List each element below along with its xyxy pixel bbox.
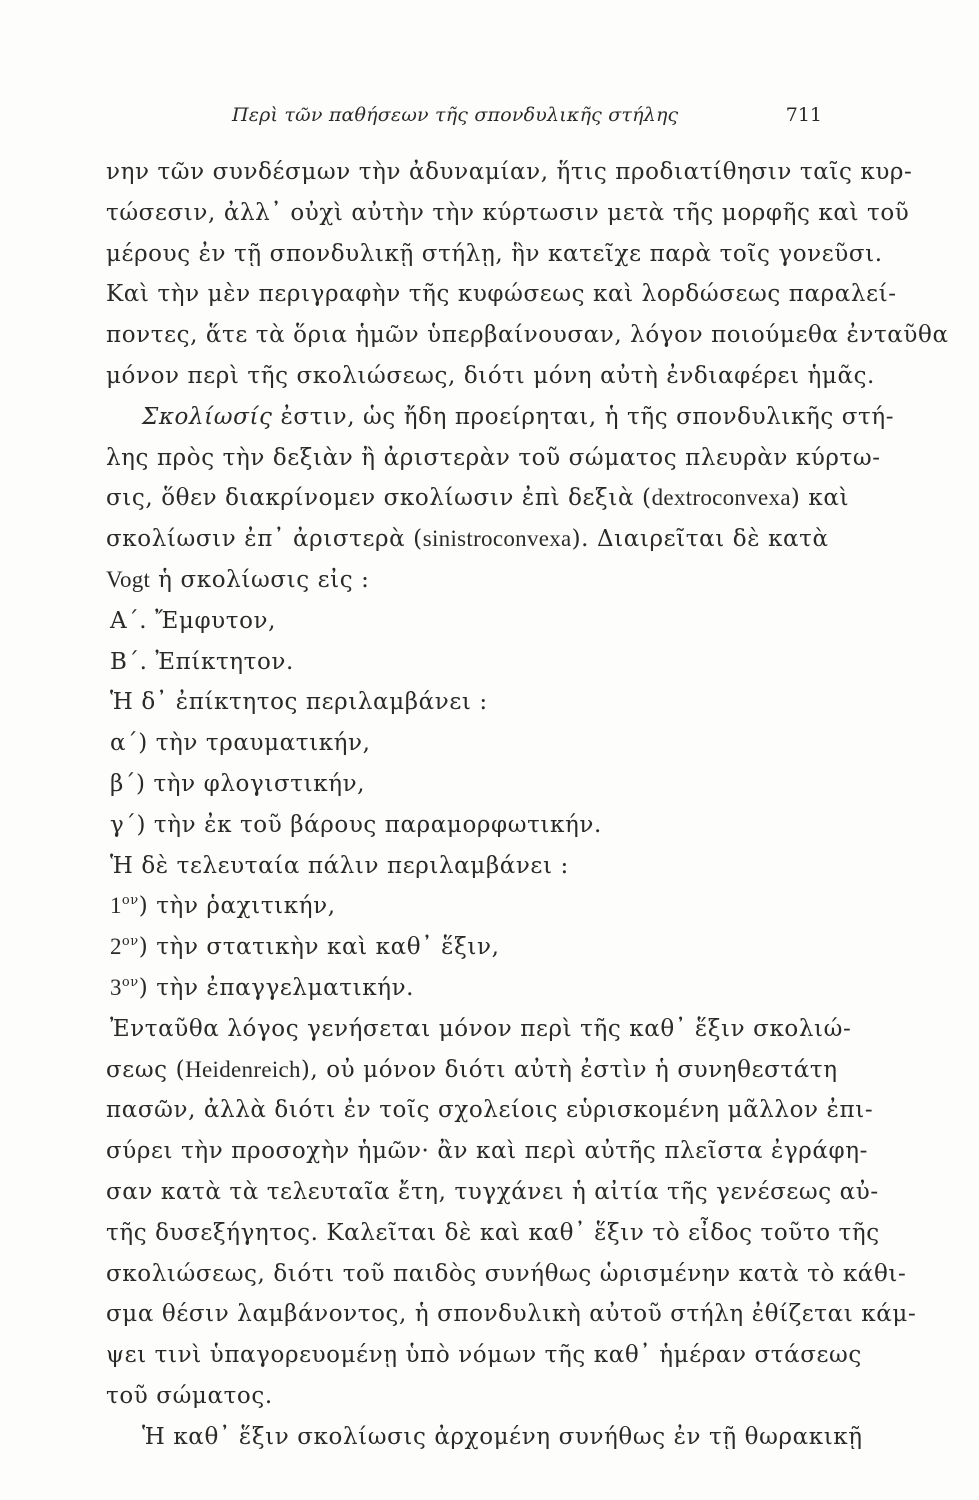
text-line: πασῶν, ἀλλὰ διότι ἐν τοῖς σχολείοις εὑρισκομένη μᾶλλον ἐπι- (106, 1097, 874, 1124)
page-number: 711 (785, 104, 822, 126)
latin-term: Heidenreich (185, 1056, 301, 1082)
text-line: Καὶ τὴν μὲν περιγραφὴν τῆς κυφώσεως καὶ λορδώσεως παραλεί- (106, 281, 897, 308)
text-line: Σκολίωσίς ἐστιν, ὡς ἤδη προείρηται, ἡ τῆς σπονδυλικῆς στή- (142, 403, 895, 430)
text-line: ψει τινὶ ὑπαγορευομένῃ ὑπὸ νόμων τῆς καθ᾽ ἡμέραν στάσεως (106, 1342, 862, 1369)
latin-term: Vogt (106, 566, 151, 592)
text-line: μόνον περὶ τῆς σκολιώσεως, διότι μόνη αὐτὴ ἐνδιαφέρει ἡμᾶς. (106, 362, 875, 389)
term-italic: Σκολίωσίς (142, 403, 273, 430)
text-line: σκολιώσεως, διότι τοῦ παιδὸς συνήθως ὡρισμένην κατὰ τὸ κάθι- (106, 1260, 907, 1287)
text-line: τοῦ σώματος. (106, 1382, 273, 1409)
text-line: λης πρὸς τὴν δεξιὰν ἢ ἀριστερὰν τοῦ σώματος πλευρὰν κύρτω- (106, 444, 881, 471)
text-line: Ἡ καθ᾽ ἕξιν σκολίωσις ἀρχομένη συνήθως ἐν τῇ θωρακικῇ (142, 1423, 863, 1450)
text-line: τώσεσιν, ἀλλ᾽ οὐχὶ αὐτὴν τὴν κύρτωσιν μετὰ τῆς μορφῆς καὶ τοῦ (106, 199, 910, 226)
list-item: β΄) τὴν φλογιστικήν, (110, 770, 366, 797)
text-line: μέρους ἐν τῇ σπονδυλικῇ στήλῃ, ἣν κατεῖχε παρὰ τοῖς γονεῦσι. (106, 240, 883, 267)
text-line: Ἐνταῦθα λόγος γενήσεται μόνον περὶ τῆς καθ᾽ ἕξιν σκολιώ- (110, 1015, 852, 1042)
list-item: $3^{o\nu}$) τὴν ἐπαγγελματικήν. (110, 974, 415, 1001)
text-line: σκολίωσιν ἐπ᾽ ἀριστερὰ (sinistroconvexa). Διαιρεῖται δὲ κατὰ (106, 526, 829, 553)
text-line: Ἡ δὲ τελευταία πάλιν περιλαμβάνει : (110, 852, 569, 879)
latin-term: sinistroconvexa (422, 526, 572, 552)
list-item: $1^{o\nu}$) τὴν ῥαχιτικήν, (110, 893, 336, 920)
text-line: Vogt ἡ σκολίωσις εἰς : (106, 566, 370, 593)
text-line: νην τῶν συνδέσμων τὴν ἀδυναμίαν, ἥτις προδιατίθησιν ταῖς κυρ- (106, 159, 913, 185)
text-line: Ἡ δ᾽ ἐπίκτητος περιλαμβάνει : (110, 689, 488, 716)
list-item: α΄) τὴν τραυματικήν, (110, 730, 371, 757)
text-line: σαν κατὰ τὰ τελευταῖα ἔτη, τυγχάνει ἡ αἰτία τῆς γενέσεως αὐ- (106, 1178, 879, 1205)
text-line: τῆς δυσεξήγητος. Καλεῖται δὲ καὶ καθ᾽ ἕξιν τὸ εἶδος τοῦτο τῆς (106, 1219, 880, 1246)
text-line: σεως (Heidenreich), οὐ μόνον διότι αὐτὴ ἐστὶν ἡ συνηθεστάτη (106, 1056, 838, 1083)
list-item: Β΄. Ἐπίκτητον. (110, 648, 294, 675)
body-text (106, 152, 949, 1458)
running-title: Περὶ τῶν παθήσεων τῆς σπονδυλικῆς στήλης (232, 104, 679, 126)
list-item: Α΄. Ἔμφυτον, (110, 607, 277, 634)
latin-term: dextroconvexa (651, 485, 791, 511)
page-header (232, 104, 822, 132)
list-item: γ΄) τὴν ἐκ τοῦ βάρους παραμορφωτικήν. (110, 811, 602, 838)
list-item: $2^{o\nu}$) τὴν στατικὴν καὶ καθ᾽ ἕξιν, (110, 934, 500, 961)
text-line: σμα θέσιν λαμβάνοντος, ἡ σπονδυλικὴ αὐτοῦ στήλη ἐθίζεται κάμ- (106, 1301, 917, 1328)
text-line: σις, ὅθεν διακρίνομεν σκολίωσιν ἐπὶ δεξιὰ (dextroconvexa) καὶ (106, 485, 850, 512)
text-line: ποντες, ἅτε τὰ ὅρια ἡμῶν ὑπερβαίνουσαν, λόγον ποιούμεθα ἐνταῦθα (106, 322, 949, 349)
text-line: σύρει τὴν προσοχὴν ἡμῶν· ἂν καὶ περὶ αὐτῆς πλεῖστα ἐγράφη- (106, 1138, 869, 1165)
